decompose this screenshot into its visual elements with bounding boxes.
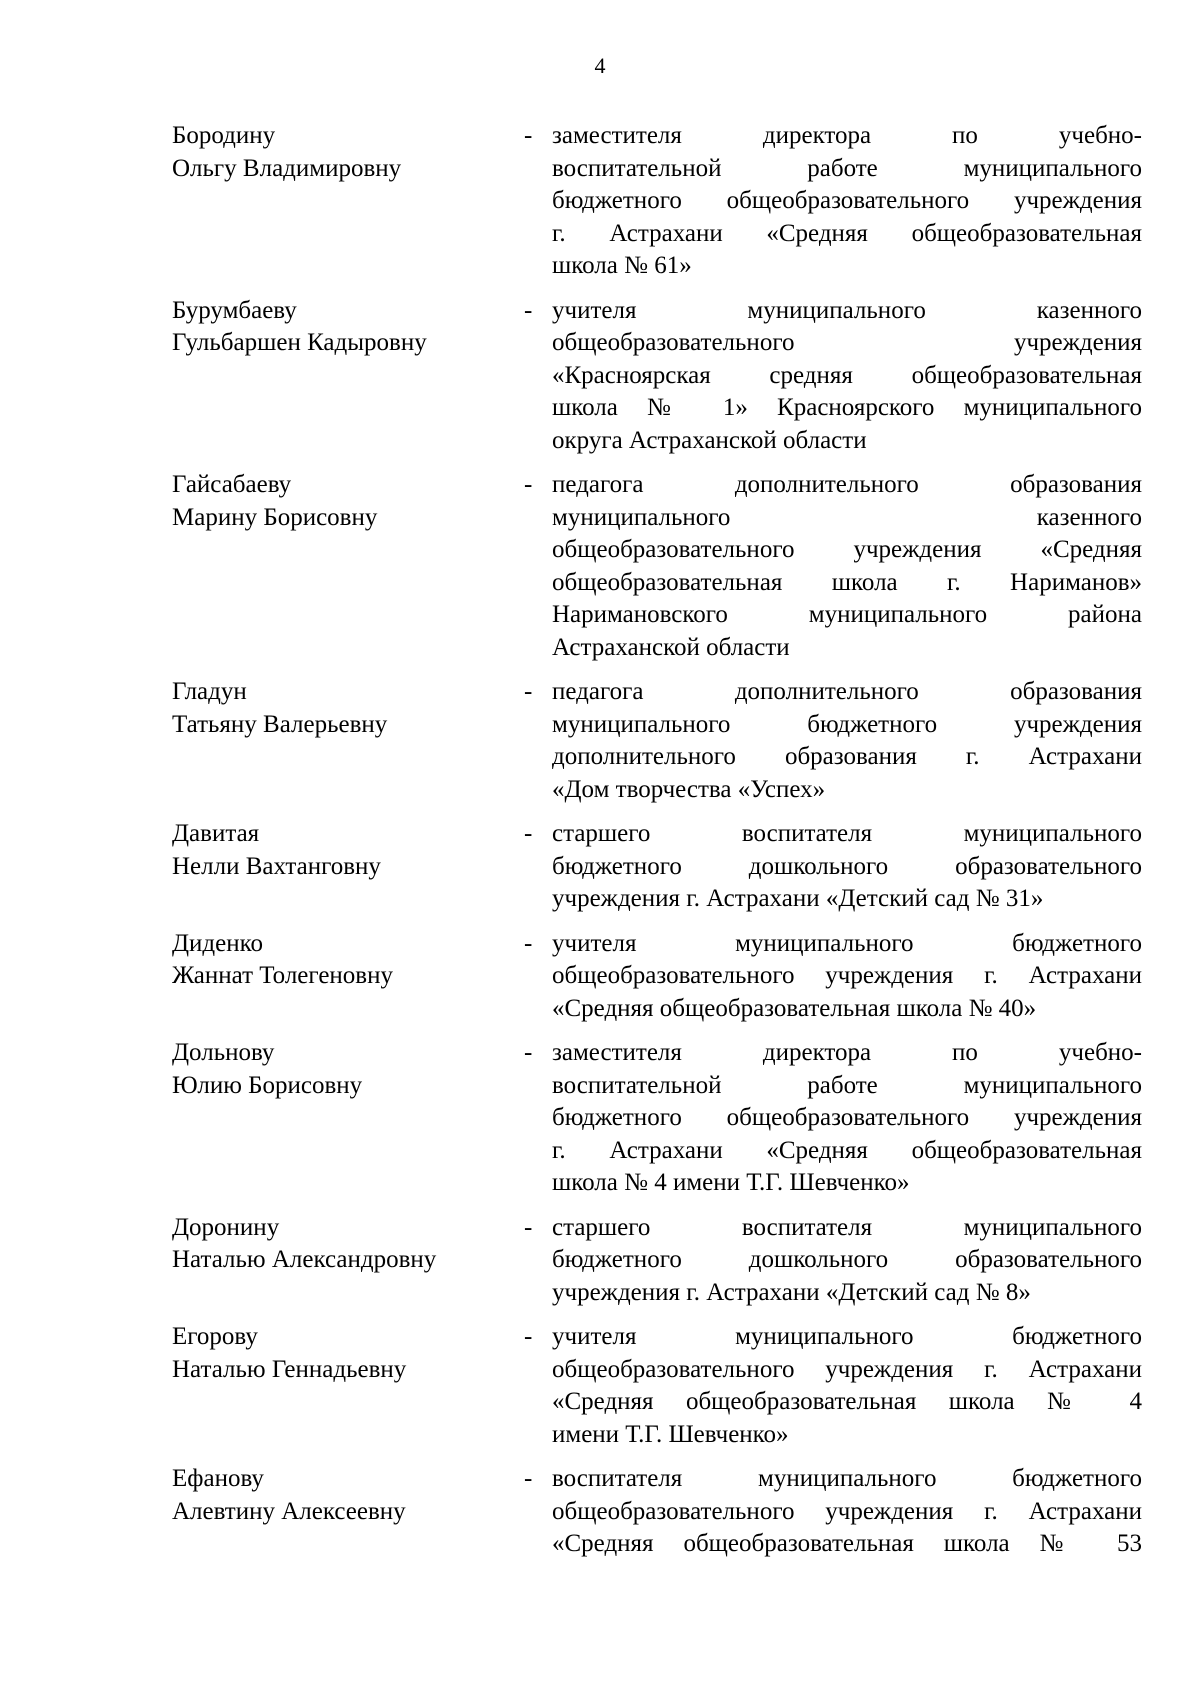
- given-names: Ольгу Владимировну: [172, 154, 402, 182]
- appointee-entry: [172, 1037, 1152, 1200]
- position-line: учреждения г. Астрахани «Детский сад № 31»: [552, 885, 1044, 912]
- position-line: школа № 61»: [552, 252, 692, 279]
- position-line: общеобразовательного учреждения: [552, 329, 1142, 356]
- position-line: бюджетного общеобразовательного учреждения: [552, 187, 1142, 214]
- surname: Дольнову: [172, 1039, 275, 1066]
- position-line: общеобразовательного учреждения «Средняя: [552, 536, 1142, 563]
- position-description: [552, 469, 1142, 664]
- surname: Давитая: [172, 820, 260, 847]
- given-names: Жаннат Толегеновну: [172, 962, 393, 989]
- position-line: педагога дополнительного образования: [552, 678, 1142, 705]
- appointee-list: [172, 120, 1152, 1573]
- position-line: учителя муниципального бюджетного: [552, 1323, 1142, 1350]
- position-line: воспитательной работе муниципального: [552, 1071, 1142, 1099]
- position-line: г. Астрахани «Средняя общеобразовательная: [552, 219, 1142, 247]
- person-name: [172, 928, 524, 993]
- position-line: учреждения г. Астрахани «Детский сад № 8»: [552, 1278, 1031, 1306]
- position-line: муниципального казенного: [552, 503, 1142, 531]
- position-description: [552, 120, 1142, 283]
- person-name: [172, 295, 524, 360]
- position-description: [552, 295, 1142, 458]
- given-names: Татьяну Валерьевну: [172, 710, 388, 738]
- position-line: заместителя директора по учебно-: [552, 1039, 1142, 1066]
- surname: Гайсабаеву: [172, 471, 292, 498]
- given-names: Наталью Геннадьевну: [172, 1355, 407, 1383]
- dash-separator: -: [524, 1213, 533, 1241]
- position-line: воспитательной работе муниципального: [552, 154, 1142, 182]
- dash-separator: -: [524, 929, 533, 957]
- person-name: [172, 1037, 524, 1102]
- surname: Диденко: [172, 929, 264, 957]
- position-line: заместителя директора по учебно-: [552, 122, 1142, 149]
- position-description: [552, 1037, 1142, 1200]
- surname: Бородину: [172, 122, 276, 149]
- position-line: школа № 1» Красноярского муниципального: [552, 394, 1142, 421]
- surname: Бурумбаеву: [172, 296, 297, 324]
- position-description: [552, 676, 1142, 806]
- dash-separator: -: [524, 122, 533, 149]
- appointee-entry: [172, 928, 1152, 1026]
- appointee-entry: [172, 120, 1152, 283]
- position-line: педагога дополнительного образования: [552, 471, 1142, 498]
- appointee-entry: [172, 1321, 1152, 1451]
- dash-separator: -: [524, 1323, 533, 1350]
- position-line: «Дом творчества «Успех»: [552, 775, 826, 803]
- surname: Гладун: [172, 678, 247, 705]
- page-number: 4: [594, 53, 606, 78]
- person-name: [172, 676, 524, 741]
- position-line: школа № 4 имени Т.Г. Шевченко»: [552, 1169, 910, 1196]
- position-line: старшего воспитателя муниципального: [552, 820, 1142, 847]
- position-line: бюджетного дошкольного образовательного: [552, 1246, 1142, 1273]
- position-line: имени Т.Г. Шевченко»: [552, 1420, 789, 1448]
- position-line: г. Астрахани «Средняя общеобразовательная: [552, 1136, 1142, 1164]
- dash-separator: -: [524, 1039, 533, 1066]
- given-names: Алевтину Алексеевну: [172, 1497, 406, 1525]
- position-line: округа Астраханской области: [552, 426, 867, 454]
- dash-separator: -: [524, 820, 533, 847]
- appointee-entry: [172, 1463, 1152, 1561]
- dash-separator: -: [524, 1465, 533, 1492]
- dash-separator: -: [524, 678, 533, 705]
- given-names: Наталью Александровну: [172, 1246, 437, 1273]
- position-line: старшего воспитателя муниципального: [552, 1213, 1142, 1241]
- given-names: Гульбаршен Кадыровну: [172, 329, 427, 356]
- position-line: общеобразовательного учреждения г. Астрахани: [552, 1355, 1142, 1383]
- position-line: воспитателя муниципального бюджетного: [552, 1465, 1142, 1492]
- appointee-entry: [172, 469, 1152, 664]
- surname: Доронину: [172, 1213, 280, 1241]
- position-description: [552, 818, 1142, 916]
- person-name: [172, 818, 524, 883]
- position-line: дополнительного образования г. Астрахани: [552, 743, 1142, 770]
- dash-separator: -: [524, 296, 533, 324]
- position-line: бюджетного общеобразовательного учреждения: [552, 1104, 1142, 1131]
- position-line: общеобразовательного учреждения г. Астрахани: [552, 1497, 1142, 1525]
- position-description: [552, 1321, 1142, 1451]
- appointee-entry: [172, 295, 1152, 458]
- position-line: «Средняя общеобразовательная школа № 40»: [552, 994, 1037, 1022]
- given-names: Марину Борисовну: [172, 503, 378, 531]
- person-name: [172, 120, 524, 185]
- person-name: [172, 469, 524, 534]
- position-line: муниципального бюджетного учреждения: [552, 710, 1142, 738]
- position-line: «Красноярская средняя общеобразовательная: [552, 361, 1142, 389]
- position-line: учителя муниципального бюджетного: [552, 929, 1142, 957]
- position-description: [552, 928, 1142, 1026]
- position-line: Астраханской области: [552, 633, 790, 661]
- surname: Ефанову: [172, 1465, 264, 1492]
- person-name: [172, 1463, 524, 1528]
- position-line: бюджетного дошкольного образовательного: [552, 852, 1142, 880]
- surname: Егорову: [172, 1323, 258, 1350]
- position-line: «Средняя общеобразовательная школа № 4: [552, 1388, 1142, 1415]
- dash-separator: -: [524, 471, 533, 498]
- position-line: учителя муниципального казенного: [552, 296, 1142, 324]
- person-name: [172, 1321, 524, 1386]
- position-line: общеобразовательного учреждения г. Астрахани: [552, 962, 1142, 989]
- position-line: «Средняя общеобразовательная школа № 53: [552, 1530, 1142, 1557]
- appointee-entry: [172, 818, 1152, 916]
- position-description: [552, 1212, 1142, 1310]
- given-names: Нелли Вахтанговну: [172, 852, 381, 880]
- given-names: Юлию Борисовну: [172, 1071, 363, 1099]
- person-name: [172, 1212, 524, 1277]
- appointee-entry: [172, 676, 1152, 806]
- position-line: общеобразовательная школа г. Нариманов»: [552, 568, 1142, 596]
- position-line: Наримановского муниципального района: [552, 601, 1142, 628]
- position-description: [552, 1463, 1142, 1561]
- appointee-entry: [172, 1212, 1152, 1310]
